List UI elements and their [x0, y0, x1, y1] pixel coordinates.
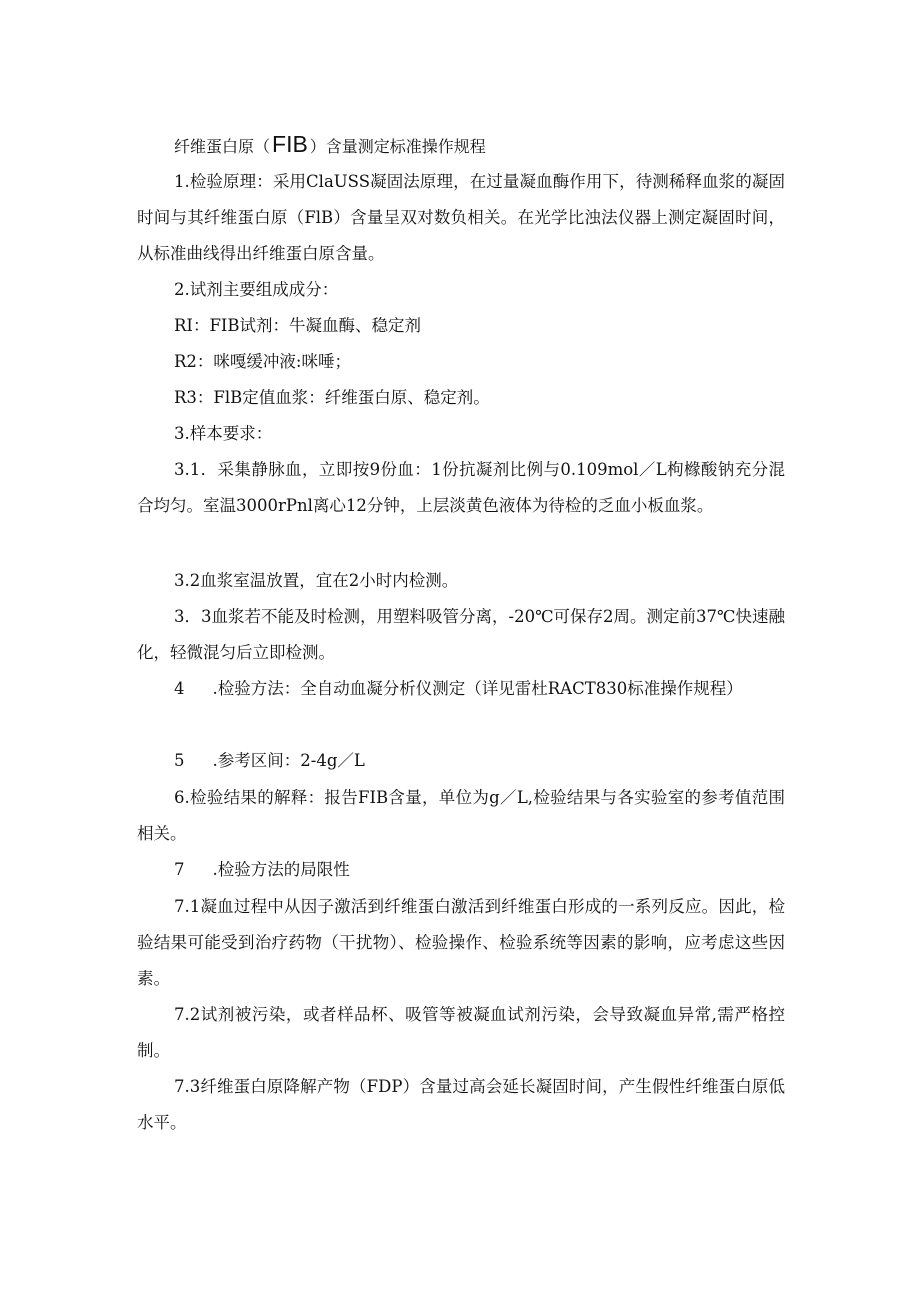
title-suffix: ）含量测定标准操作规程	[309, 137, 486, 156]
reagent-r2: R2：咪嘎缓冲液:咪唾；	[174, 352, 351, 371]
section-limitations-text: .检验方法的局限性	[212, 860, 350, 879]
reagent-r1: RI：FIB试剂：牛凝血酶、稳定剂	[174, 316, 422, 335]
document-title	[174, 126, 486, 165]
section-sample-heading: 3.样本要求：	[174, 424, 273, 443]
title-prefix: 纤维蛋白原（	[174, 137, 271, 156]
section-limitations-heading	[137, 852, 785, 888]
limitation-7-2: 7.2试剂被污染，或者样品杯、吸管等被凝血试剂污染，会导致凝血异常,需严格控制。	[137, 1005, 785, 1060]
sample-item-3-3: 3．3血浆若不能及时检测，用塑料吸管分离，-20℃可保存2周。测定前37℃快速融化，轻微混匀后立即检测。	[137, 607, 785, 662]
section-reference-range-num: 5	[174, 751, 185, 770]
section-reference-range-text: .参考区间：2-4g／L	[212, 751, 365, 770]
section-interpretation-num: 6	[174, 788, 185, 807]
sample-item-3-2: 3.2血浆室温放置，宜在2小时内检测。	[174, 571, 459, 590]
section-method-text: .检验方法：全自动血凝分析仪测定（详见雷杜RACT830标准操作规程）	[212, 679, 743, 698]
limitation-7-3: 7.3纤维蛋白原降解产物（FDP）含量过高会延长凝固时间，产生假性纤维蛋白原低水平。	[137, 1077, 785, 1132]
section-interpretation-text: .检验结果的解释：报告FIB含量，单位为g／L,检验结果与各实验室的参考值范围相关。	[137, 788, 785, 843]
section-reagents-heading: 2.试剂主要组成成分：	[174, 280, 339, 299]
reagent-r3: R3：FlB定值血浆：纤维蛋白原、稳定剂。	[174, 388, 490, 407]
limitation-7-1: 7.1凝血过程中从因子激活到纤维蛋白激活到纤维蛋白形成的一系列反应。因此，检验结果可能受到治疗药物（干扰物）、检验操作、检验系统等因素的影响，应考虑这些因素。	[137, 897, 785, 988]
section-principle: 1.检验原理：采用ClaUSS凝固法原理，在过量凝血酶作用下，待测稀释血浆的凝固时间与其纤维蛋白原（FlB）含量呈双对数负相关。在光学比浊法仪器上测定凝固时间，从标准曲线得出纤维蛋白原含量。	[137, 172, 785, 263]
section-reference-range	[137, 743, 785, 779]
title-abbr: FIB	[272, 131, 308, 157]
section-interpretation	[137, 780, 785, 852]
section-method	[137, 671, 785, 707]
section-limitations-num: 7	[174, 860, 185, 879]
section-method-num: 4	[174, 679, 185, 698]
sample-item-3-1: 3.1．采集静脉血，立即按9份血：1份抗凝剂比例与0.109mol／L枸橼酸钠充分混合均匀。室温3000rPnl离心12分钟，上层淡黄色液体为待检的乏血小板血浆。	[137, 460, 785, 515]
